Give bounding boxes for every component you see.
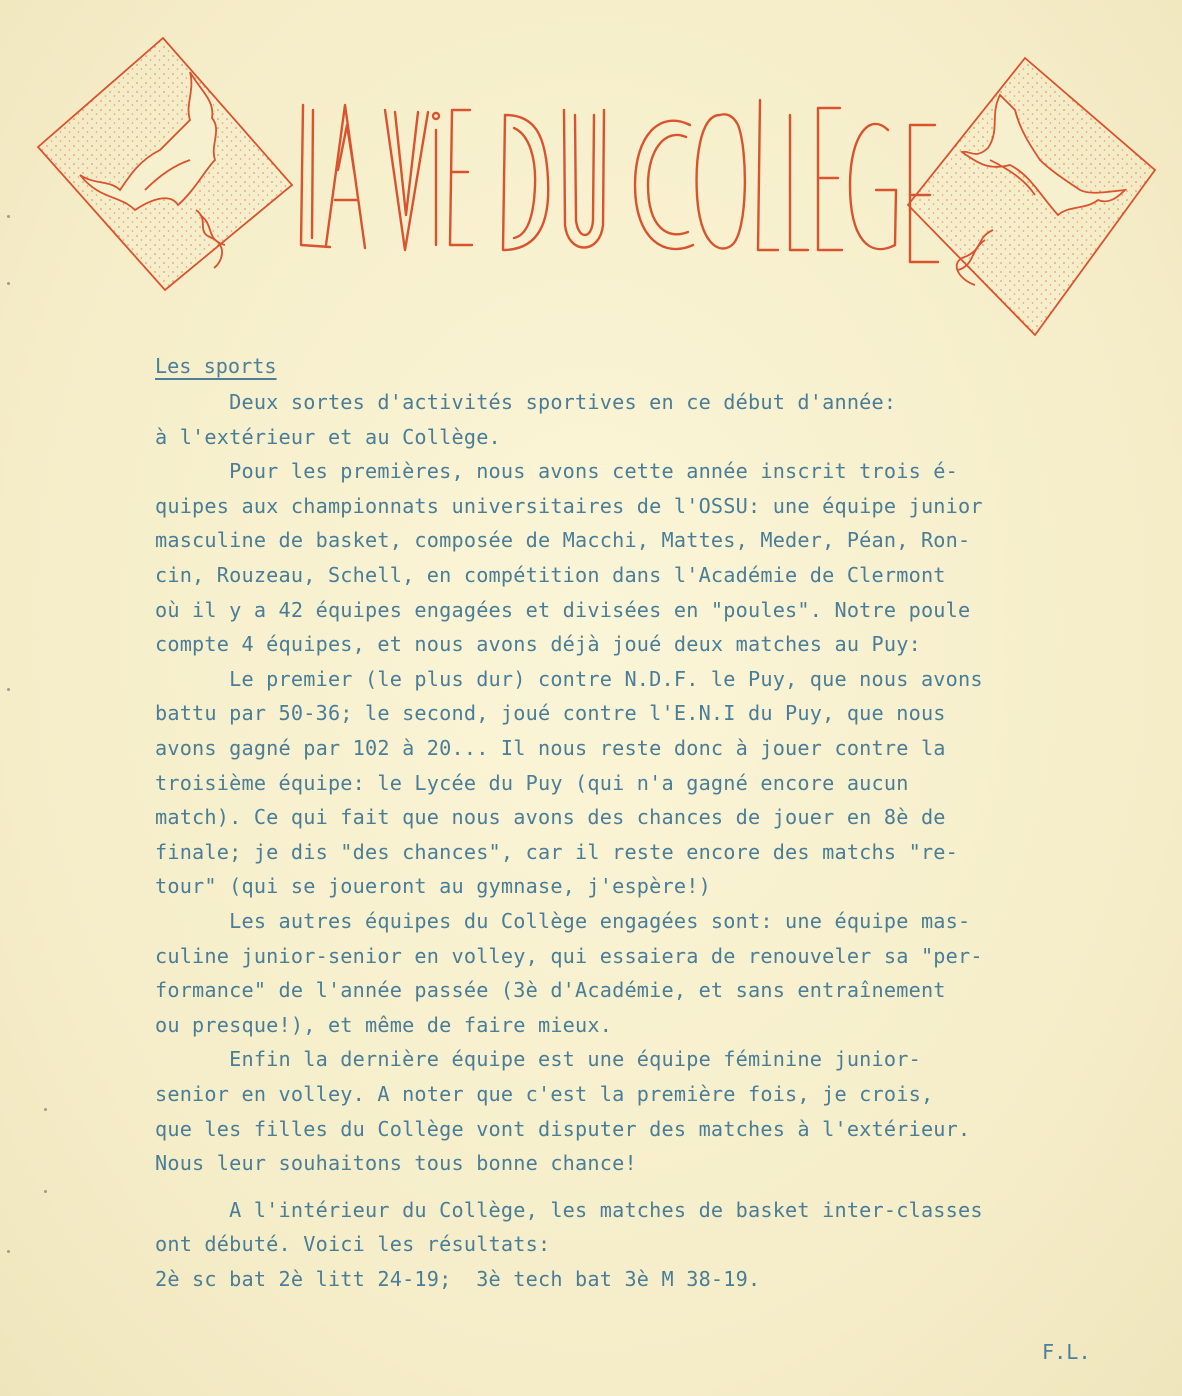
article-line: quipes aux championnats universitaires de l'OSSU: une équipe junior	[155, 493, 983, 518]
article-line: match). Ce qui fait que nous avons des chances de jouer en 8è de	[155, 805, 946, 830]
article-line: masculine de basket, composée de Macchi, Mattes, Meder, Péan, Ron-	[155, 528, 971, 553]
article-line: finale; je dis "des chances", car il reste encore des matchs "re-	[155, 839, 959, 864]
article-line: culine junior-senior en volley, qui essaiera de renouveler sa "per-	[155, 943, 983, 968]
article-line: avons gagné par 102 à 20... Il nous reste donc à jouer contre la	[155, 736, 946, 760]
article-line: formance" de l'année passée (3è d'Académie, et sans entraînement	[155, 978, 946, 1003]
article-line: Pour les premières, nous avons cette année inscrit trois é-	[155, 459, 959, 484]
article-line: A l'intérieur du Collège, les matches de basket inter-classes	[155, 1197, 983, 1222]
left-shield-icon	[38, 38, 292, 290]
margin-mark	[7, 688, 10, 691]
margin-mark	[44, 1190, 47, 1193]
article-signature: F.L.	[1042, 1340, 1091, 1364]
article-line: ont débuté. Voici les résultats:	[155, 1232, 551, 1257]
masthead	[0, 0, 1182, 345]
article-line: que les filles du Collège vont disputer des matches à l'extérieur.	[155, 1116, 971, 1141]
margin-mark	[7, 215, 10, 218]
article-line: ou presque!), et même de faire mieux.	[155, 1012, 613, 1037]
article-line: battu par 50-36; le second, joué contre l'E.N.I du Puy, que nous	[155, 701, 946, 726]
article-line: tour" (qui se joueront au gymnase, j'espère!)	[155, 874, 711, 899]
article-line: 2è sc bat 2è litt 24-19; 3è tech bat 3è M 38-19.	[155, 1267, 761, 1291]
article-line: Enfin la dernière équipe est une équipe féminine junior-	[155, 1047, 921, 1072]
article-line: cin, Rouzeau, Schell, en compétition dans l'Académie de Clermont	[155, 563, 946, 587]
margin-mark	[44, 1108, 47, 1111]
masthead-drawing	[0, 0, 1182, 345]
article-line: Deux sortes d'activités sportives en ce début d'année:	[155, 390, 897, 414]
masthead-lettering	[301, 100, 938, 262]
article-line: où il y a 42 équipes engagées et divisées en "poules". Notre poule	[155, 597, 971, 622]
margin-mark	[7, 282, 10, 285]
article-line: Le premier (le plus dur) contre N.D.F. le Puy, que nous avons	[155, 666, 983, 691]
article-line: senior en volley. A noter que c'est la première fois, je crois,	[155, 1082, 934, 1106]
article-line: compte 4 équipes, et nous avons déjà joué deux matches au Puy:	[155, 632, 921, 657]
article-heading: Les sports	[155, 354, 277, 378]
article-line: troisième équipe: le Lycée du Puy (qui n'a gagné encore aucun	[155, 770, 909, 795]
margin-mark	[7, 1250, 10, 1253]
right-shield-icon	[908, 58, 1155, 335]
article-line: à l'extérieur et au Collège.	[155, 424, 501, 449]
article-line: Les autres équipes du Collège engagées sont: une équipe mas-	[155, 909, 971, 933]
article-line: Nous leur souhaitons tous bonne chance!	[155, 1151, 637, 1176]
